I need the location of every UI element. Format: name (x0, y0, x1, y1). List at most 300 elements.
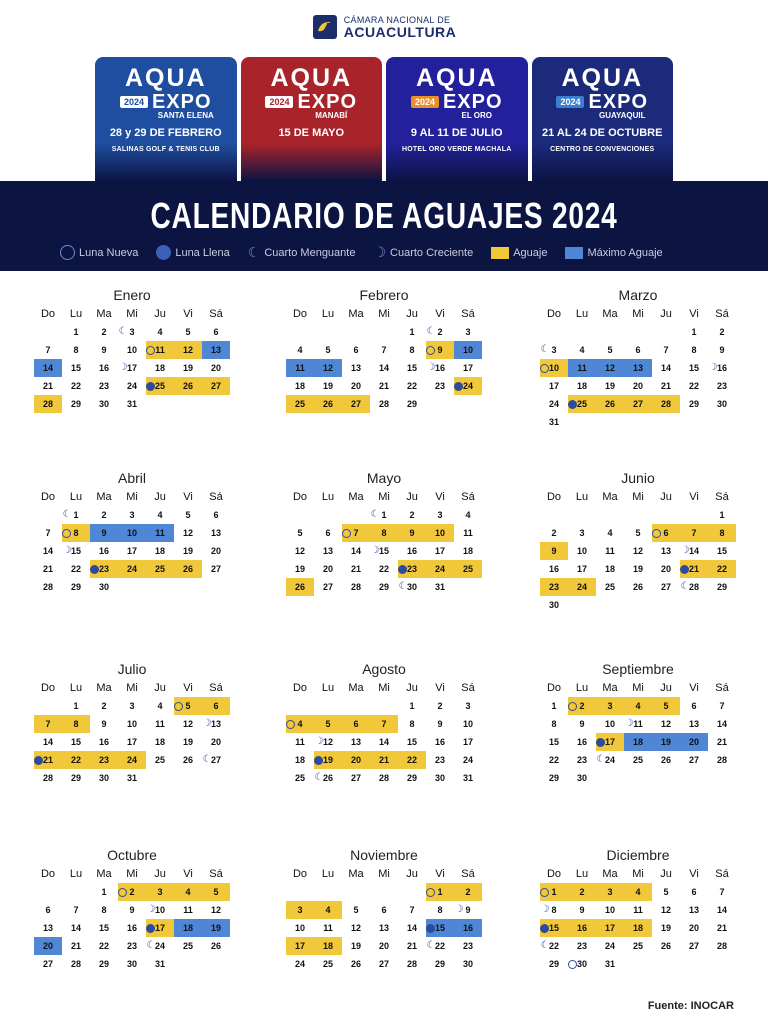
day-cell (426, 919, 454, 937)
waning-moon-icon: ☾ (62, 509, 72, 520)
day-cell (680, 937, 708, 955)
empty-cell (342, 323, 370, 341)
day-number: 29 (716, 582, 727, 592)
day-cell (624, 560, 652, 578)
day-number: 25 (632, 941, 643, 951)
day-number: 5 (213, 887, 219, 897)
full-moon-icon (156, 245, 171, 260)
month-marzo (540, 287, 736, 431)
day-number: 30 (434, 773, 445, 783)
day-number: 14 (42, 737, 53, 747)
day-number: 13 (210, 528, 221, 538)
day-number: 12 (604, 363, 615, 373)
event-expo: EXPO (442, 91, 503, 113)
day-cell (118, 395, 146, 413)
day-number: 22 (548, 941, 559, 951)
day-number: 20 (660, 564, 671, 574)
event-aqua: AQUA (415, 64, 498, 92)
event-expo: EXPO (588, 91, 649, 113)
day-cell (342, 751, 370, 769)
new-moon-icon (60, 245, 75, 260)
day-number: 23 (434, 381, 445, 391)
day-number: 13 (350, 737, 361, 747)
day-number: 30 (126, 959, 137, 969)
day-number: 14 (378, 363, 389, 373)
day-cell (286, 359, 314, 377)
weekday-header: Ju (406, 682, 418, 694)
day-number: 29 (688, 399, 699, 409)
day-cell (90, 937, 118, 955)
empty-cell (624, 323, 652, 341)
weekday-header: Lu (69, 491, 83, 503)
day-cell (568, 560, 596, 578)
day-number: 14 (716, 719, 727, 729)
day-cell (370, 733, 398, 751)
day-cell (146, 751, 174, 769)
day-number: 6 (353, 345, 359, 355)
day-number: 25 (604, 582, 615, 592)
org-logo (0, 14, 768, 40)
weekday-header: Do (40, 868, 56, 880)
weekday-header: Mi (632, 868, 644, 880)
day-cell (624, 377, 652, 395)
day-number: 8 (437, 905, 443, 915)
day-cell (454, 542, 482, 560)
waning-moon-icon: ☾ (370, 509, 380, 520)
day-cell (680, 395, 708, 413)
day-cell (652, 715, 680, 733)
day-number: 4 (157, 510, 163, 520)
day-number: 22 (548, 755, 559, 765)
day-number: 3 (297, 905, 303, 915)
day-cell (540, 751, 568, 769)
day-number: 9 (437, 345, 443, 355)
day-number: 17 (548, 381, 559, 391)
day-number: 13 (688, 719, 699, 729)
day-cell (314, 359, 342, 377)
waning-moon-icon: ☾ (540, 344, 550, 355)
day-number: 11 (633, 905, 643, 915)
day-number: 3 (607, 701, 613, 711)
day-cell (174, 751, 202, 769)
day-number: 12 (182, 345, 193, 355)
day-cell (146, 919, 174, 937)
day-number: 9 (437, 719, 443, 729)
day-cell (398, 578, 426, 596)
month-name: Marzo (618, 287, 658, 303)
day-number: 27 (660, 582, 671, 592)
day-number: 6 (635, 345, 641, 355)
day-number: 19 (182, 737, 193, 747)
weekday-header: Ma (96, 491, 112, 503)
day-cell (398, 901, 426, 919)
day-number: 30 (548, 600, 559, 610)
day-number: 31 (126, 399, 137, 409)
day-number: 22 (688, 381, 699, 391)
day-number: 8 (73, 528, 79, 538)
weekday-header: Ju (406, 868, 418, 880)
weekday-header: Vi (435, 682, 445, 694)
day-cell (708, 323, 736, 341)
day-cell (62, 751, 90, 769)
day-cell (454, 341, 482, 359)
day-number: 9 (101, 345, 107, 355)
day-cell (652, 751, 680, 769)
day-number: 24 (462, 381, 473, 391)
day-cell (202, 751, 230, 769)
day-cell (62, 578, 90, 596)
day-number: 4 (297, 719, 303, 729)
day-number: 10 (126, 528, 137, 538)
weekday-header: Sá (209, 868, 223, 880)
month-name: Noviembre (350, 847, 418, 863)
day-number: 8 (409, 345, 415, 355)
day-number: 16 (98, 737, 109, 747)
day-number: 9 (551, 546, 557, 556)
day-cell (174, 359, 202, 377)
day-number: 1 (381, 510, 387, 520)
day-number: 1 (73, 701, 79, 711)
weekday-header: Do (40, 682, 56, 694)
day-cell (370, 542, 398, 560)
day-cell (342, 578, 370, 596)
weekday-header: Vi (183, 308, 193, 320)
day-number: 10 (604, 905, 615, 915)
day-cell (540, 901, 568, 919)
day-number: 30 (716, 399, 727, 409)
day-cell (680, 715, 708, 733)
day-number: 27 (688, 755, 699, 765)
day-cell (62, 395, 90, 413)
day-number: 27 (350, 399, 361, 409)
weekday-header: Ma (348, 868, 364, 880)
weekday-header: Sá (715, 491, 729, 503)
weekday-header: Lu (575, 682, 589, 694)
day-number: 26 (660, 941, 671, 951)
day-cell (708, 733, 736, 751)
day-cell (370, 919, 398, 937)
weekday-header: Do (546, 682, 562, 694)
weekday-header: Sá (209, 308, 223, 320)
empty-cell (286, 323, 314, 341)
day-number: 18 (182, 923, 193, 933)
day-number: 30 (406, 582, 417, 592)
legend-label: Máximo Aguaje (587, 246, 663, 259)
day-number: 13 (632, 363, 643, 373)
waning-moon-icon: ☾ (426, 940, 436, 951)
day-cell (454, 560, 482, 578)
day-number: 24 (604, 755, 615, 765)
day-number: 9 (465, 905, 471, 915)
day-cell (118, 377, 146, 395)
new-moon-icon (342, 529, 351, 538)
day-cell (174, 901, 202, 919)
day-cell (118, 542, 146, 560)
event-card-guayaquil (532, 57, 674, 181)
day-cell (34, 359, 62, 377)
day-cell (286, 377, 314, 395)
day-number: 20 (378, 941, 389, 951)
day-cell (652, 733, 680, 751)
legend-label: Cuarto Creciente (390, 246, 474, 259)
day-cell (398, 341, 426, 359)
day-cell (90, 542, 118, 560)
day-number: 11 (155, 345, 165, 355)
day-number: 4 (465, 510, 471, 520)
day-cell (146, 524, 174, 542)
day-cell (90, 769, 118, 787)
day-cell (202, 341, 230, 359)
weekday-header: Lu (321, 308, 335, 320)
day-cell (426, 359, 454, 377)
day-number: 26 (660, 755, 671, 765)
day-number: 29 (98, 959, 109, 969)
day-number: 1 (691, 327, 697, 337)
day-number: 10 (462, 719, 473, 729)
day-number: 24 (126, 381, 137, 391)
day-number: 25 (632, 755, 643, 765)
day-cell (202, 733, 230, 751)
day-number: 26 (210, 941, 221, 951)
weekday-header: Ju (154, 308, 166, 320)
day-cell (398, 560, 426, 578)
month-julio (34, 661, 230, 787)
day-cell (652, 901, 680, 919)
new-moon-icon (174, 702, 183, 711)
month-grid (34, 679, 230, 787)
day-cell (342, 733, 370, 751)
day-cell (370, 524, 398, 542)
day-cell (624, 341, 652, 359)
day-number: 2 (409, 510, 415, 520)
day-cell (202, 359, 230, 377)
day-number: 17 (462, 737, 473, 747)
day-cell (708, 359, 736, 377)
day-number: 23 (576, 941, 587, 951)
day-cell (652, 524, 680, 542)
day-cell (652, 578, 680, 596)
day-number: 4 (579, 345, 585, 355)
day-number: 3 (465, 701, 471, 711)
month-name: Diciembre (606, 847, 670, 863)
day-number: 18 (154, 546, 165, 556)
day-number: 12 (294, 546, 305, 556)
day-number: 26 (322, 399, 333, 409)
day-number: 25 (576, 399, 587, 409)
day-number: 1 (409, 701, 415, 711)
day-cell (398, 395, 426, 413)
day-number: 15 (70, 546, 81, 556)
new-moon-icon (540, 888, 549, 897)
day-number: 3 (551, 345, 557, 355)
new-moon-icon (118, 888, 127, 897)
day-cell (90, 733, 118, 751)
day-cell (652, 883, 680, 901)
day-number: 18 (632, 923, 643, 933)
month-name: Septiembre (602, 661, 674, 677)
day-number: 19 (182, 363, 193, 373)
event-card-santa-elena (95, 57, 237, 181)
day-cell (314, 395, 342, 413)
day-number: 6 (213, 327, 219, 337)
day-cell (370, 901, 398, 919)
day-cell (174, 715, 202, 733)
day-number: 19 (322, 381, 333, 391)
month-grid (286, 865, 482, 973)
day-number: 29 (378, 582, 389, 592)
day-cell (174, 919, 202, 937)
day-cell (314, 937, 342, 955)
waxing-moon-icon: ☽ (373, 244, 387, 260)
day-cell (426, 769, 454, 787)
day-number: 21 (660, 381, 671, 391)
day-cell (90, 524, 118, 542)
new-moon-icon (540, 364, 549, 373)
day-number: 16 (548, 564, 559, 574)
waning-moon-icon: ☾ (426, 326, 436, 337)
day-number: 3 (437, 510, 443, 520)
day-number: 26 (182, 564, 193, 574)
day-number: 2 (579, 887, 585, 897)
new-moon-icon (62, 529, 71, 538)
empty-cell (568, 506, 596, 524)
waxing-moon-icon: ☽ (540, 904, 550, 915)
day-number: 19 (182, 546, 193, 556)
day-cell (146, 937, 174, 955)
day-number: 22 (406, 381, 417, 391)
day-cell (118, 751, 146, 769)
legend-label: Aguaje (513, 246, 548, 259)
day-number: 18 (154, 363, 165, 373)
day-number: 20 (688, 737, 699, 747)
day-number: 6 (691, 887, 697, 897)
day-number: 9 (719, 345, 725, 355)
day-cell (398, 715, 426, 733)
day-number: 29 (548, 773, 559, 783)
day-number: 8 (73, 345, 79, 355)
day-number: 12 (350, 923, 361, 933)
day-cell (540, 715, 568, 733)
month-junio (540, 470, 736, 614)
day-cell (398, 506, 426, 524)
day-number: 18 (154, 737, 165, 747)
weekday-header: Ma (348, 308, 364, 320)
day-number: 29 (548, 959, 559, 969)
day-cell (568, 955, 596, 973)
day-number: 20 (688, 923, 699, 933)
day-cell (426, 524, 454, 542)
day-cell (596, 901, 624, 919)
day-number: 22 (378, 564, 389, 574)
day-cell (118, 697, 146, 715)
weekday-header: Sá (461, 491, 475, 503)
legend-full-moon (156, 245, 229, 260)
day-number: 26 (604, 399, 615, 409)
day-number: 6 (45, 905, 51, 915)
waxing-moon-icon: ☽ (146, 904, 156, 915)
event-card-el-oro (386, 57, 528, 181)
day-cell (624, 395, 652, 413)
day-number: 2 (101, 327, 107, 337)
weekday-header: Sá (715, 868, 729, 880)
day-number: 14 (70, 923, 81, 933)
day-number: 15 (688, 363, 699, 373)
day-number: 11 (605, 546, 615, 556)
day-number: 20 (350, 755, 361, 765)
day-cell (62, 377, 90, 395)
event-aqua: AQUA (270, 64, 353, 92)
day-cell (202, 901, 230, 919)
day-cell (652, 377, 680, 395)
day-number: 30 (98, 773, 109, 783)
day-number: 6 (213, 701, 219, 711)
day-cell (624, 578, 652, 596)
day-cell (174, 883, 202, 901)
day-number: 25 (182, 941, 193, 951)
day-number: 8 (409, 719, 415, 729)
day-cell (146, 883, 174, 901)
waxing-moon-icon: ☽ (708, 362, 718, 373)
day-number: 4 (157, 327, 163, 337)
day-cell (540, 733, 568, 751)
day-cell (314, 524, 342, 542)
day-number: 24 (294, 959, 305, 969)
weekday-header: Ju (660, 491, 672, 503)
day-cell (454, 733, 482, 751)
empty-cell (342, 883, 370, 901)
day-cell (568, 341, 596, 359)
day-number: 11 (295, 737, 305, 747)
day-cell (174, 733, 202, 751)
day-number: 3 (129, 510, 135, 520)
day-cell (708, 883, 736, 901)
month-name: Junio (621, 470, 655, 486)
day-number: 3 (157, 887, 163, 897)
day-cell (568, 715, 596, 733)
day-cell (34, 341, 62, 359)
month-grid (286, 488, 482, 596)
weekday-header: Lu (575, 308, 589, 320)
day-cell (680, 524, 708, 542)
day-number: 23 (548, 582, 559, 592)
day-number: 24 (604, 941, 615, 951)
day-number: 29 (434, 959, 445, 969)
day-number: 15 (406, 737, 417, 747)
day-cell (454, 751, 482, 769)
empty-cell (314, 697, 342, 715)
weekday-header: Vi (183, 491, 193, 503)
weekday-header: Do (546, 868, 562, 880)
day-cell (398, 937, 426, 955)
day-number: 5 (663, 887, 669, 897)
day-number: 21 (70, 941, 81, 951)
day-cell (174, 524, 202, 542)
full-moon-icon (540, 924, 549, 933)
day-cell (596, 919, 624, 937)
day-cell (146, 733, 174, 751)
day-number: 11 (295, 363, 305, 373)
day-cell (34, 901, 62, 919)
day-cell (146, 506, 174, 524)
new-moon-icon (568, 960, 577, 969)
day-cell (118, 715, 146, 733)
day-cell (370, 377, 398, 395)
day-number: 29 (406, 399, 417, 409)
weekday-header: Sá (461, 308, 475, 320)
day-number: 13 (322, 546, 333, 556)
day-cell (652, 341, 680, 359)
waxing-moon-icon: ☽ (62, 545, 72, 556)
